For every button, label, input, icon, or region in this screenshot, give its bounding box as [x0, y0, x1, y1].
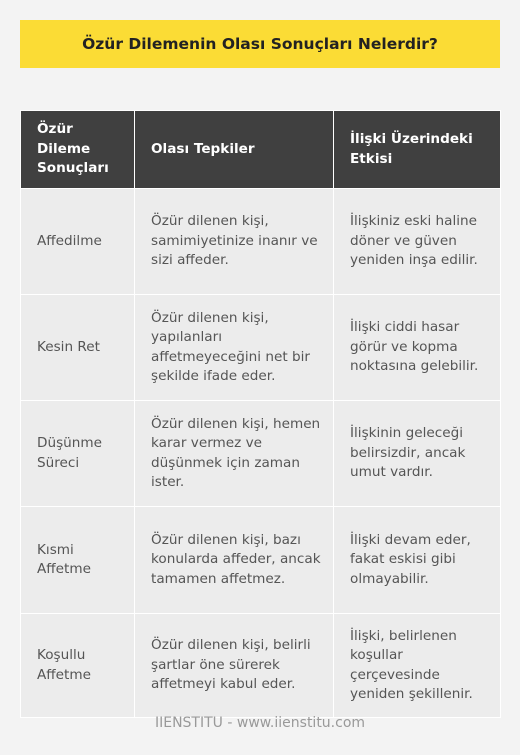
page-title: Özür Dilemenin Olası Sonuçları Nelerdir?	[82, 35, 438, 53]
result-cell: Kısmi Affetme	[21, 507, 135, 614]
reaction-cell: Özür dilenen kişi, bazı konularda affeder, ancak tamamen affetmez.	[135, 507, 334, 614]
reaction-cell: Özür dilenen kişi, hemen karar vermez ve düşünmek için zaman ister.	[135, 401, 334, 507]
reaction-cell: Özür dilenen kişi, yapılanları affetmeyeceğini net bir şekilde ifade eder.	[135, 295, 334, 401]
column-header-reactions: Olası Tepkiler	[135, 111, 334, 189]
table-row	[21, 614, 501, 718]
result-cell: Düşünme Süreci	[21, 401, 135, 507]
results-table	[20, 110, 501, 718]
table-row	[21, 295, 501, 401]
effect-cell: İlişki devam eder, fakat eskisi gibi olmayabilir.	[334, 507, 501, 614]
reaction-cell: Özür dilenen kişi, samimiyetinize inanır ve sizi affeder.	[135, 189, 334, 295]
footer-credit: IIENSTITU - www.iienstitu.com	[154, 715, 366, 731]
column-header-effect: İlişki Üzerindeki Etkisi	[334, 111, 501, 189]
effect-cell: İlişkinin geleceği belirsizdir, ancak umut vardır.	[334, 401, 501, 507]
table-header-row	[21, 111, 501, 189]
effect-cell: İlişkiniz eski haline döner ve güven yeniden inşa edilir.	[334, 189, 501, 295]
table-row	[21, 507, 501, 614]
column-header-results: Özür Dileme Sonuçları	[21, 111, 135, 189]
result-cell: Koşullu Affetme	[21, 614, 135, 718]
result-cell: Affedilme	[21, 189, 135, 295]
effect-cell: İlişki, belirlenen koşullar çerçevesinde yeniden şekillenir.	[334, 614, 501, 718]
table-row	[21, 189, 501, 295]
table-row	[21, 401, 501, 507]
result-cell: Kesin Ret	[21, 295, 135, 401]
reaction-cell: Özür dilenen kişi, belirli şartlar öne sürerek affetmeyi kabul eder.	[135, 614, 334, 718]
effect-cell: İlişki ciddi hasar görür ve kopma noktasına gelebilir.	[334, 295, 501, 401]
title-banner	[20, 20, 500, 68]
